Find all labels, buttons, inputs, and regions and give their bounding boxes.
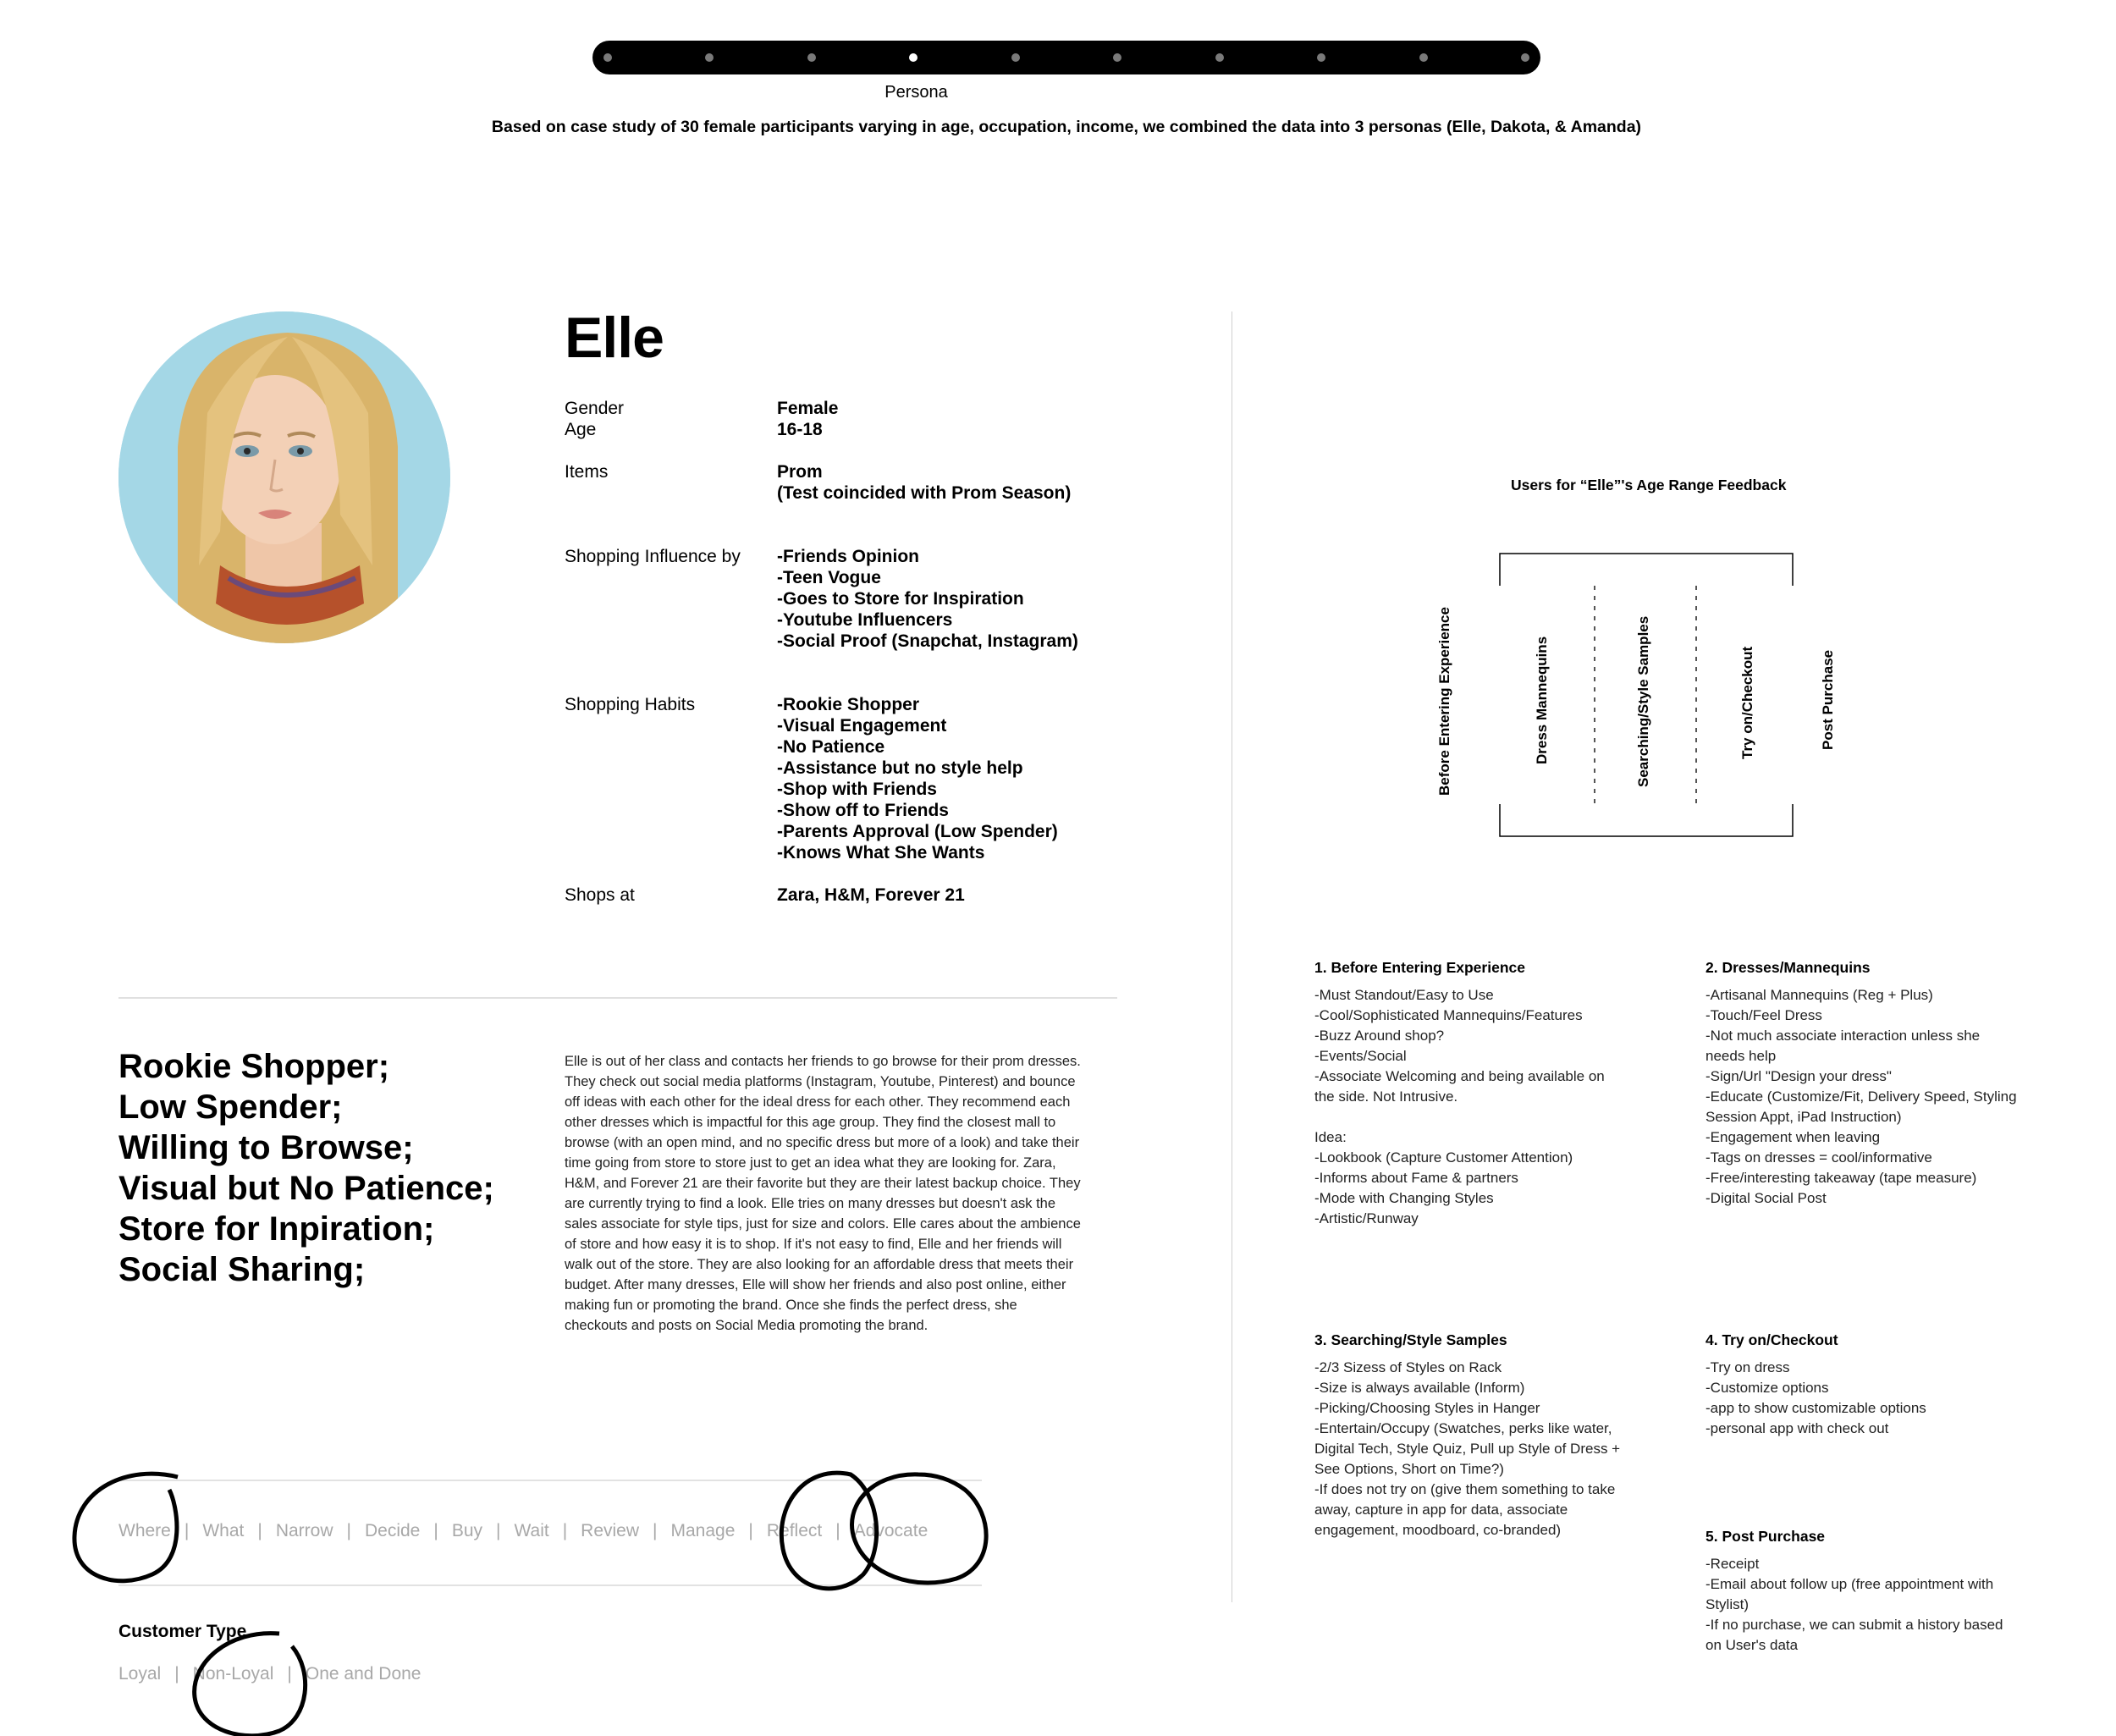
stage-label-before-entering: Before Entering Experience <box>1436 607 1452 796</box>
feedback-line: -Associate Welcoming and being available on <box>1314 1068 1605 1084</box>
feedback-section-4 <box>1705 1331 2069 1439</box>
feedback-title: 3. Searching/Style Samples <box>1314 1331 1507 1348</box>
customer-type-non-loyal: Non-Loyal <box>192 1664 274 1684</box>
summary-line: Low Spender; <box>118 1088 343 1126</box>
customer-type-title: Customer Type <box>118 1622 247 1641</box>
circle-mark-reflect <box>781 1473 876 1589</box>
feedback-section-3 <box>1314 1331 1678 1540</box>
persona-story: Elle is out of her class and contacts her friends to go browse for their prom dresses. They check out social media platforms (Instagram, Youtube, Pinterest) and bounce off ideas with each other for the ideal dress for each other. They recommend each other dresses which is impactful for this age group. They find the closest mall to browse (with an open mind, and no specific dress but more of a look) and take their time going from store to store just to get an idea what they are looking for. Zara, H&M, and Forever 21 are their favorite but they are their latest backup choice. They are currently trying to find a look. Elle tries on many dresses but doesn't ask the sales associate for style tips, just for size and colors. Elle cares about the ambience of store and how easy it is to shop. If it's not easy to find, Elle and her friends will walk out of the store. They are also looking for an affordable dress that meets their budget. After many dresses, Elle will show her friends and also post online, either making fun or promoting the brand. Once she finds the perfect dress, she checkouts and posts on Social Media promoting the brand. <box>565 1054 1081 1333</box>
journey-step-narrow: Narrow <box>275 1521 333 1540</box>
journey-step-review: Review <box>581 1521 640 1540</box>
gender-value: Female <box>777 399 839 418</box>
feedback-line: -Informs about Fame & partners <box>1314 1170 1518 1186</box>
influence-label: Shopping Influence by <box>565 547 741 566</box>
feedback-line: -Tags on dresses = cool/informative <box>1705 1149 1932 1166</box>
influence-item: -Friends Opinion <box>777 547 919 566</box>
feedback-line: -Customize options <box>1705 1380 1829 1396</box>
feedback-line <box>1314 1107 1678 1127</box>
customer-type-options: Loyal | Non-Loyal | One and Done <box>118 1664 422 1684</box>
journey-step-wait: Wait <box>514 1521 549 1540</box>
feedback-line: -2/3 Sizess of Styles on Rack <box>1314 1359 1502 1375</box>
feedback-section-2 <box>1705 959 2069 1209</box>
age-value: 16-18 <box>777 420 823 439</box>
summary-line: Rookie Shopper; <box>118 1048 390 1085</box>
feedback-body <box>1314 985 1678 1229</box>
feedback-title: 1. Before Entering Experience <box>1314 959 1525 976</box>
feedback-line: needs help <box>1705 1048 1777 1064</box>
items-line: (Test coincided with Prom Season) <box>777 483 1072 503</box>
feedback-line: Digital Tech, Style Quiz, Pull up Style of Dress + <box>1314 1441 1621 1457</box>
journey-step-advocate: Advocate <box>853 1521 929 1540</box>
persona-name: Elle <box>565 306 664 370</box>
feedback-line: -Educate (Customize/Fit, Delivery Speed, Styling <box>1705 1088 2017 1105</box>
stepper-label: Persona <box>884 83 948 102</box>
journey-step-where: Where <box>118 1521 171 1540</box>
bracket-bottom <box>1500 804 1793 836</box>
feedback-line: -Email about follow up (free appointment with <box>1705 1576 1994 1592</box>
influence-item: -Youtube Influencers <box>777 610 953 630</box>
journey-step-decide: Decide <box>364 1521 421 1540</box>
habit-item: -Show off to Friends <box>777 801 949 820</box>
feedback-line: -Try on dress <box>1705 1359 1790 1375</box>
summary-line: Social Sharing; <box>118 1251 366 1288</box>
items-line: Prom <box>777 462 823 482</box>
journey-step-what: What <box>202 1521 245 1540</box>
feedback-line: the side. Not Intrusive. <box>1314 1088 1458 1105</box>
feedback-title: 2. Dresses/Mannequins <box>1705 959 1871 976</box>
feedback-line: -Not much associate interaction unless she <box>1705 1028 1981 1044</box>
journey-step-manage: Manage <box>670 1521 736 1540</box>
habit-item: -Visual Engagement <box>777 716 947 736</box>
habits-label: Shopping Habits <box>565 695 696 714</box>
influence-item: -Social Proof (Snapchat, Instagram) <box>777 631 1078 651</box>
feedback-line: -Picking/Choosing Styles in Hanger <box>1314 1400 1540 1416</box>
summary-line: Willing to Browse; <box>118 1129 414 1166</box>
feedback-line: -Artistic/Runway <box>1314 1210 1419 1226</box>
intro-text: Based on case study of 30 female participants varying in age, occupation, income, we combined the data into 3 personas (Elle, Dakota, & Amanda) <box>491 118 1642 136</box>
journey-step-reflect: Reflect <box>766 1521 823 1540</box>
stage-label-try-on-checkout: Try on/Checkout <box>1739 646 1755 759</box>
habit-item: -Rookie Shopper <box>777 695 920 714</box>
feedback-line: -Size is always available (Inform) <box>1314 1380 1525 1396</box>
feedback-line: -Lookbook (Capture Customer Attention) <box>1314 1149 1573 1166</box>
feedback-line: engagement, moodboard, co-branded) <box>1314 1522 1562 1538</box>
habit-item: -Shop with Friends <box>777 780 937 799</box>
feedback-line: -If does not try on (give them something to take <box>1314 1481 1616 1497</box>
bracket-top <box>1500 554 1793 586</box>
feedback-line: -app to show customizable options <box>1705 1400 1926 1416</box>
summary-line: Store for Inpiration; <box>118 1210 435 1248</box>
feedback-body <box>1705 1554 2069 1656</box>
customer-type-one-and-done: One and Done <box>305 1664 422 1684</box>
feedback-line: Idea: <box>1314 1129 1347 1145</box>
feedback-line: -Touch/Feel Dress <box>1705 1007 1822 1023</box>
feedback-body <box>1705 985 2069 1209</box>
diagram-title: Users for “Elle”'s Age Range Feedback <box>1511 477 1787 493</box>
feedback-line: on User's data <box>1705 1637 1799 1653</box>
feedback-line: -Mode with Changing Styles <box>1314 1190 1494 1206</box>
feedback-line: -Buzz Around shop? <box>1314 1028 1445 1044</box>
shops-label: Shops at <box>565 885 635 905</box>
feedback-line: -personal app with check out <box>1705 1420 1889 1436</box>
feedback-section-1 <box>1314 959 1678 1229</box>
influence-item: -Teen Vogue <box>777 568 881 587</box>
habit-item: -Parents Approval (Low Spender) <box>777 822 1058 841</box>
feedback-line: -Cool/Sophisticated Mannequins/Features <box>1314 1007 1583 1023</box>
items-label: Items <box>565 462 609 482</box>
journey-step-buy: Buy <box>451 1521 482 1540</box>
gender-label: Gender <box>565 399 625 418</box>
feedback-line: -Free/interesting takeaway (tape measure) <box>1705 1170 1977 1186</box>
feedback-line: -Entertain/Occupy (Swatches, perks like water, <box>1314 1420 1612 1436</box>
summary-line: Visual but No Patience; <box>118 1170 494 1207</box>
feedback-title: 5. Post Purchase <box>1705 1528 1826 1545</box>
age-label: Age <box>565 420 597 439</box>
feedback-line: Stylist) <box>1705 1596 1749 1612</box>
stage-label-searching-style: Searching/Style Samples <box>1635 615 1651 787</box>
feedback-line: Session Appt, iPad Instruction) <box>1705 1109 1902 1125</box>
feedback-line: -Engagement when leaving <box>1705 1129 1881 1145</box>
feedback-body <box>1705 1358 2069 1439</box>
circle-mark-non-loyal <box>192 1634 306 1736</box>
feedback-line: -Artisanal Mannequins (Reg + Plus) <box>1705 987 1933 1003</box>
stage-label-dress-mannequins: Dress Mannequins <box>1534 636 1550 764</box>
feedback-line: -Digital Social Post <box>1705 1190 1827 1206</box>
feedback-line: See Options, Short on Time?) <box>1314 1461 1504 1477</box>
feedback-line: away, capture in app for data, associate <box>1314 1502 1568 1518</box>
feedback-line: -Sign/Url "Design your dress" <box>1705 1068 1892 1084</box>
feedback-section-5 <box>1705 1528 2069 1656</box>
journey-steps: Where | What | Narrow | Decide | Buy | Wait | Review | Manage | Reflect | Advocate <box>118 1521 929 1540</box>
feedback-line: -Must Standout/Easy to Use <box>1314 987 1494 1003</box>
circle-mark-advocate <box>852 1474 987 1583</box>
influence-item: -Goes to Store for Inspiration <box>777 589 1024 609</box>
feedback-line: -Receipt <box>1705 1556 1760 1572</box>
feedback-body <box>1314 1358 1678 1540</box>
circle-mark-where <box>74 1474 178 1581</box>
feedback-title: 4. Try on/Checkout <box>1705 1331 1838 1348</box>
habit-item: -Knows What She Wants <box>777 843 985 862</box>
shops-value: Zara, H&M, Forever 21 <box>777 885 965 905</box>
habit-item: -Assistance but no style help <box>777 758 1023 778</box>
customer-type-loyal: Loyal <box>118 1664 162 1684</box>
feedback-line: -Events/Social <box>1314 1048 1407 1064</box>
habit-item: -No Patience <box>777 737 885 757</box>
stage-label-post-purchase: Post Purchase <box>1820 649 1836 750</box>
feedback-line: -If no purchase, we can submit a history based <box>1705 1617 2003 1633</box>
